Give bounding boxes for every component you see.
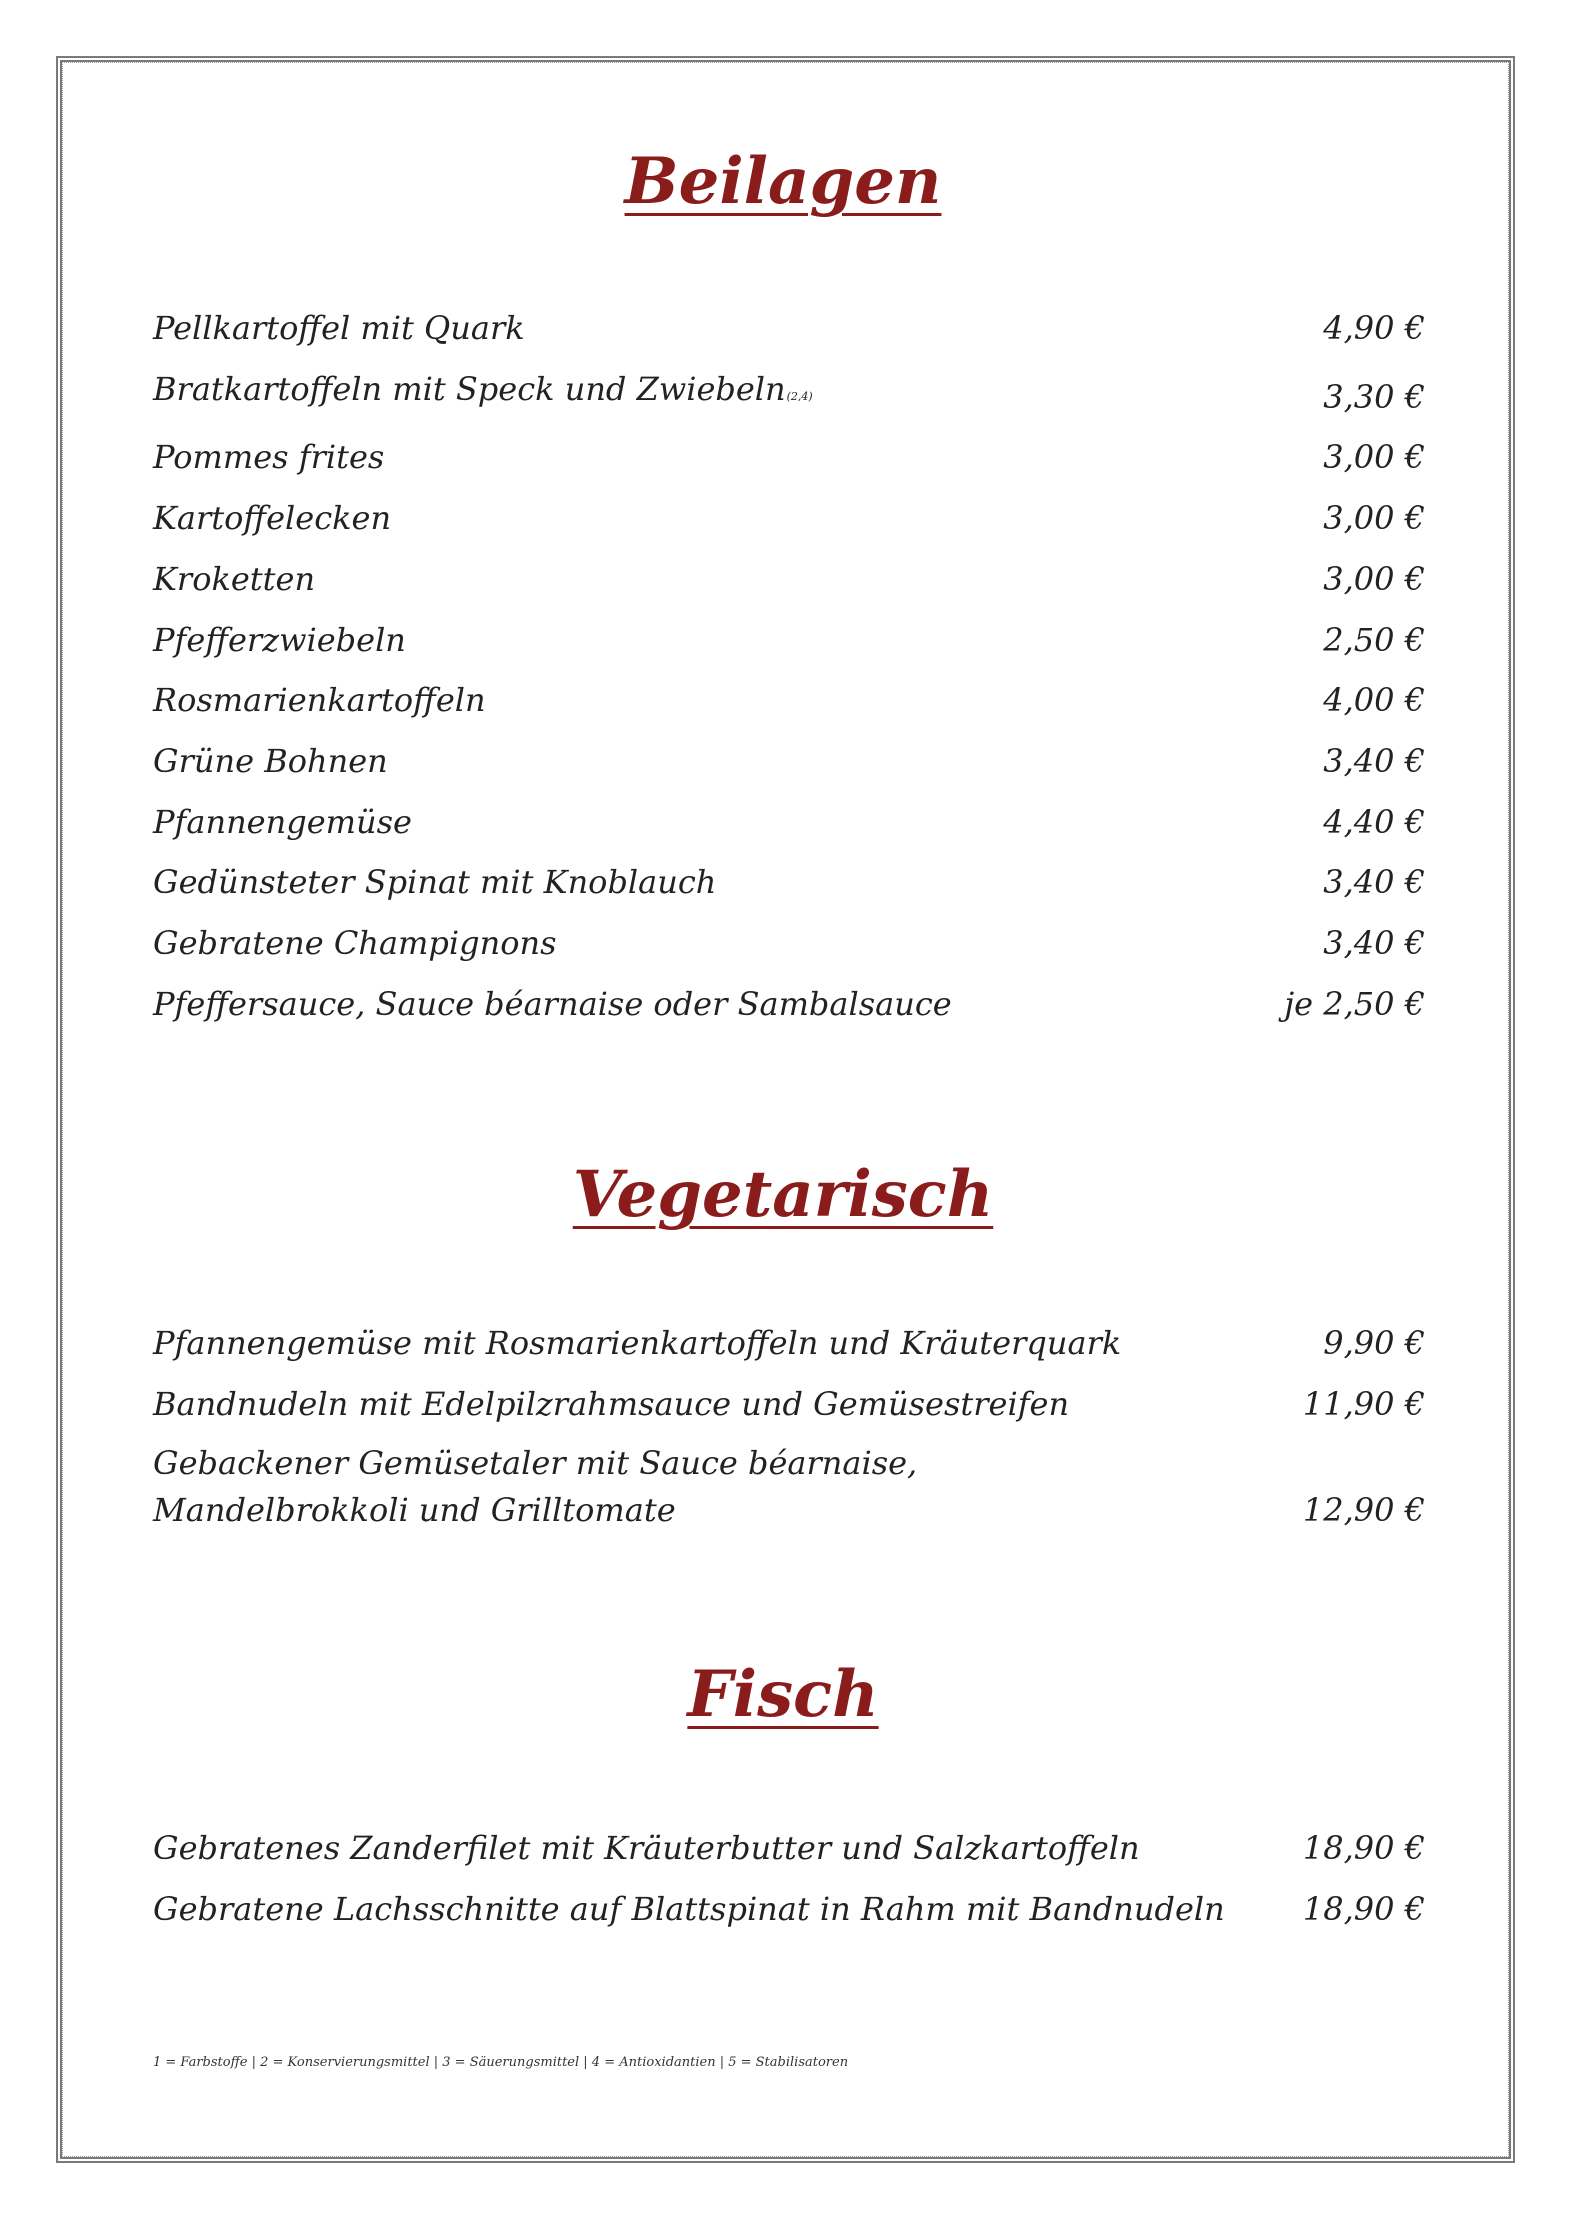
item-price: 3,00 €: [1323, 499, 1425, 538]
item-price: 4,90 €: [1323, 309, 1425, 347]
item-name: Pommes frites: [153, 438, 385, 477]
section-title-vegetarisch: Vegetarisch: [572, 1157, 994, 1232]
item-name: Pellkartoffel mit Quark: [153, 309, 525, 347]
item-name: Gebratene Lachsschnitte auf Blattspinat in Rahm mit Bandnudeln: [153, 1889, 1225, 1928]
item-price: 4,00 €: [1323, 681, 1425, 720]
menu-item: [153, 913, 1425, 974]
section-title-fisch: Fisch: [687, 1657, 879, 1732]
item-name-line1: Gebackener Gemüsetaler mit Sauce béarnaise,: [153, 1444, 918, 1483]
item-price: 3,40 €: [1323, 924, 1425, 963]
item-name: Gebratenes Zanderfilet mit Kräuterbutter und Salzkartoffeln: [153, 1829, 1140, 1867]
item-price: 3,00 €: [1323, 559, 1425, 598]
item-price: 11,90 €: [1302, 1384, 1425, 1423]
item-name: Bandnudeln mit Edelpilzrahmsauce und Gemüsestreifen: [153, 1384, 1070, 1423]
item-name-text: Bratkartoffeln mit Speck und Zwiebeln: [153, 369, 786, 408]
allergen-note: (2,4): [786, 389, 813, 403]
item-name: [153, 359, 813, 428]
item-name: Pfefferzwiebeln: [153, 620, 406, 659]
item-name: Rosmarienkartoffeln: [153, 681, 486, 720]
menu-item: [153, 488, 1425, 549]
menu-item: [153, 1313, 1425, 1374]
section-title-beilagen: Beilagen: [624, 144, 942, 219]
item-name: Pfannengemüse: [153, 802, 412, 841]
item-name: [153, 1440, 917, 1534]
menu-item: [153, 792, 1425, 853]
item-name: Pfeffersauce, Sauce béarnaise oder Sambalsauce: [153, 984, 952, 1023]
item-price: 4,40 €: [1323, 802, 1425, 841]
item-name-line2: Mandelbrokkoli und Grilltomate: [153, 1491, 676, 1530]
menu-item: [153, 974, 1425, 1035]
item-price: 2,50 €: [1323, 620, 1425, 659]
menu-item: [153, 670, 1425, 731]
menu-item: [153, 1374, 1425, 1435]
item-price: 3,40 €: [1323, 863, 1425, 902]
menu-item: [153, 1440, 1425, 1534]
item-price: 9,90 €: [1323, 1324, 1425, 1362]
item-name: Gedünsteter Spinat mit Knoblauch: [153, 863, 717, 902]
item-name: Kroketten: [153, 559, 316, 598]
menu-item: [153, 1879, 1425, 1940]
menu-item: [153, 427, 1425, 488]
item-price: je 2,50 €: [1284, 984, 1425, 1023]
fisch-list: [153, 1818, 1425, 1939]
item-name: Pfannengemüse mit Rosmarienkartoffeln und Kräuterquark: [153, 1324, 1122, 1362]
item-price: 3,40 €: [1323, 741, 1425, 780]
allergen-footnote: 1 = Farbstoffe | 2 = Konservierungsmittel | 3 = Säuerungsmittel | 4 = Antioxidantien | 5 = Stabilisatoren: [153, 2055, 849, 2070]
menu-item: [153, 298, 1425, 359]
item-price: 3,00 €: [1323, 438, 1425, 477]
menu-item: [153, 852, 1425, 913]
item-price: 3,30 €: [1323, 377, 1425, 416]
menu-item: [153, 359, 1425, 428]
menu-item: [153, 549, 1425, 610]
item-name: Kartoffelecken: [153, 499, 392, 538]
item-price: 12,90 €: [1302, 1491, 1425, 1530]
vegetarisch-list: [153, 1313, 1425, 1534]
menu-item: [153, 731, 1425, 792]
item-name: Grüne Bohnen: [153, 741, 388, 780]
item-name: Gebratene Champignons: [153, 924, 557, 963]
item-price: 18,90 €: [1302, 1889, 1425, 1928]
menu-item: [153, 1818, 1425, 1879]
beilagen-list: [153, 298, 1425, 1034]
menu-item: [153, 610, 1425, 671]
item-price: 18,90 €: [1302, 1829, 1425, 1867]
